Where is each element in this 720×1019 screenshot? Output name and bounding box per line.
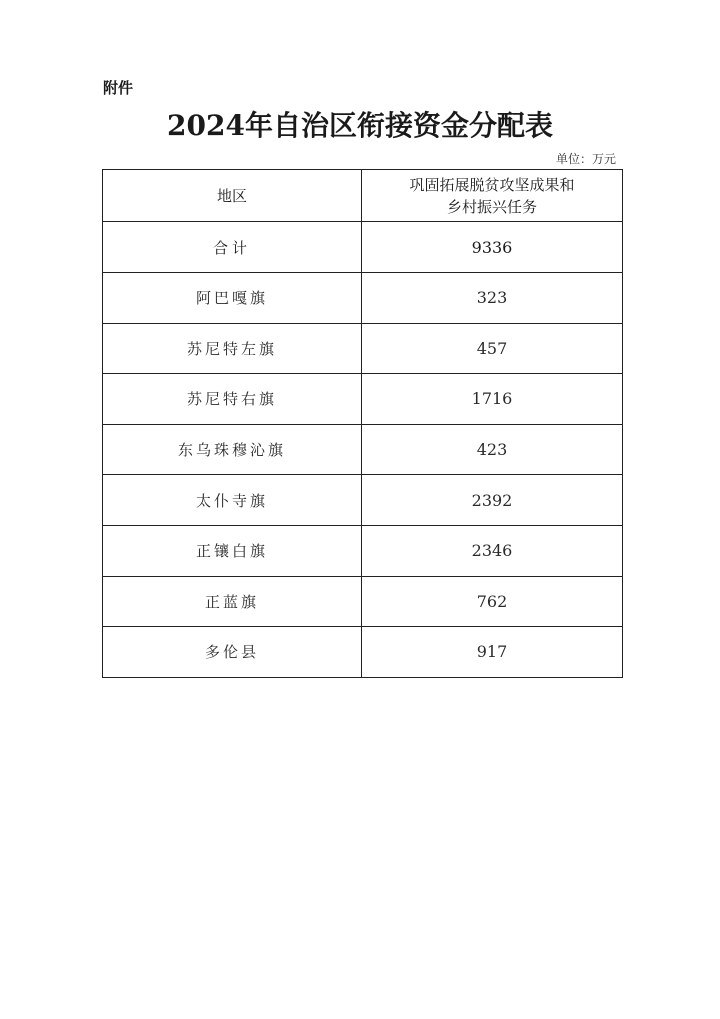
table-row: [103, 374, 623, 425]
attachment-label: 附件: [103, 79, 134, 97]
amount-cell: 2392: [362, 475, 623, 526]
region-cell: 苏尼特左旗: [103, 323, 362, 374]
amount-cell: 2346: [362, 525, 623, 576]
region-cell: 正蓝旗: [103, 576, 362, 627]
amount-cell: 323: [362, 273, 623, 324]
table-row: [103, 525, 623, 576]
header-region: 地区: [103, 170, 362, 222]
region-cell: 苏尼特右旗: [103, 374, 362, 425]
header-task: [362, 170, 623, 222]
amount-cell: 457: [362, 323, 623, 374]
region-cell: 多伦县: [103, 627, 362, 678]
table-row: [103, 424, 623, 475]
amount-cell: 1716: [362, 374, 623, 425]
table-header-row: [103, 170, 623, 222]
table-row: [103, 323, 623, 374]
total-row: [103, 222, 623, 273]
table-row: [103, 627, 623, 678]
table-row: [103, 576, 623, 627]
table-row: [103, 273, 623, 324]
document-title: 2024年自治区衔接资金分配表: [167, 109, 553, 142]
region-cell: 正镶白旗: [103, 525, 362, 576]
amount-cell: 762: [362, 576, 623, 627]
header-task-line-2: 乡村振兴任务: [446, 197, 537, 216]
table-row: [103, 475, 623, 526]
region-cell: 阿巴嘎旗: [103, 273, 362, 324]
total-amount: 9336: [362, 222, 623, 273]
total-label: 合计: [103, 222, 362, 273]
allocation-table: [102, 169, 623, 678]
region-cell: 太仆寺旗: [103, 475, 362, 526]
region-cell: 东乌珠穆沁旗: [103, 424, 362, 475]
unit-label: 单位：万元: [555, 152, 616, 166]
header-task-line-1: 巩固拓展脱贫攻坚成果和: [409, 175, 575, 194]
amount-cell: 423: [362, 424, 623, 475]
amount-cell: 917: [362, 627, 623, 678]
